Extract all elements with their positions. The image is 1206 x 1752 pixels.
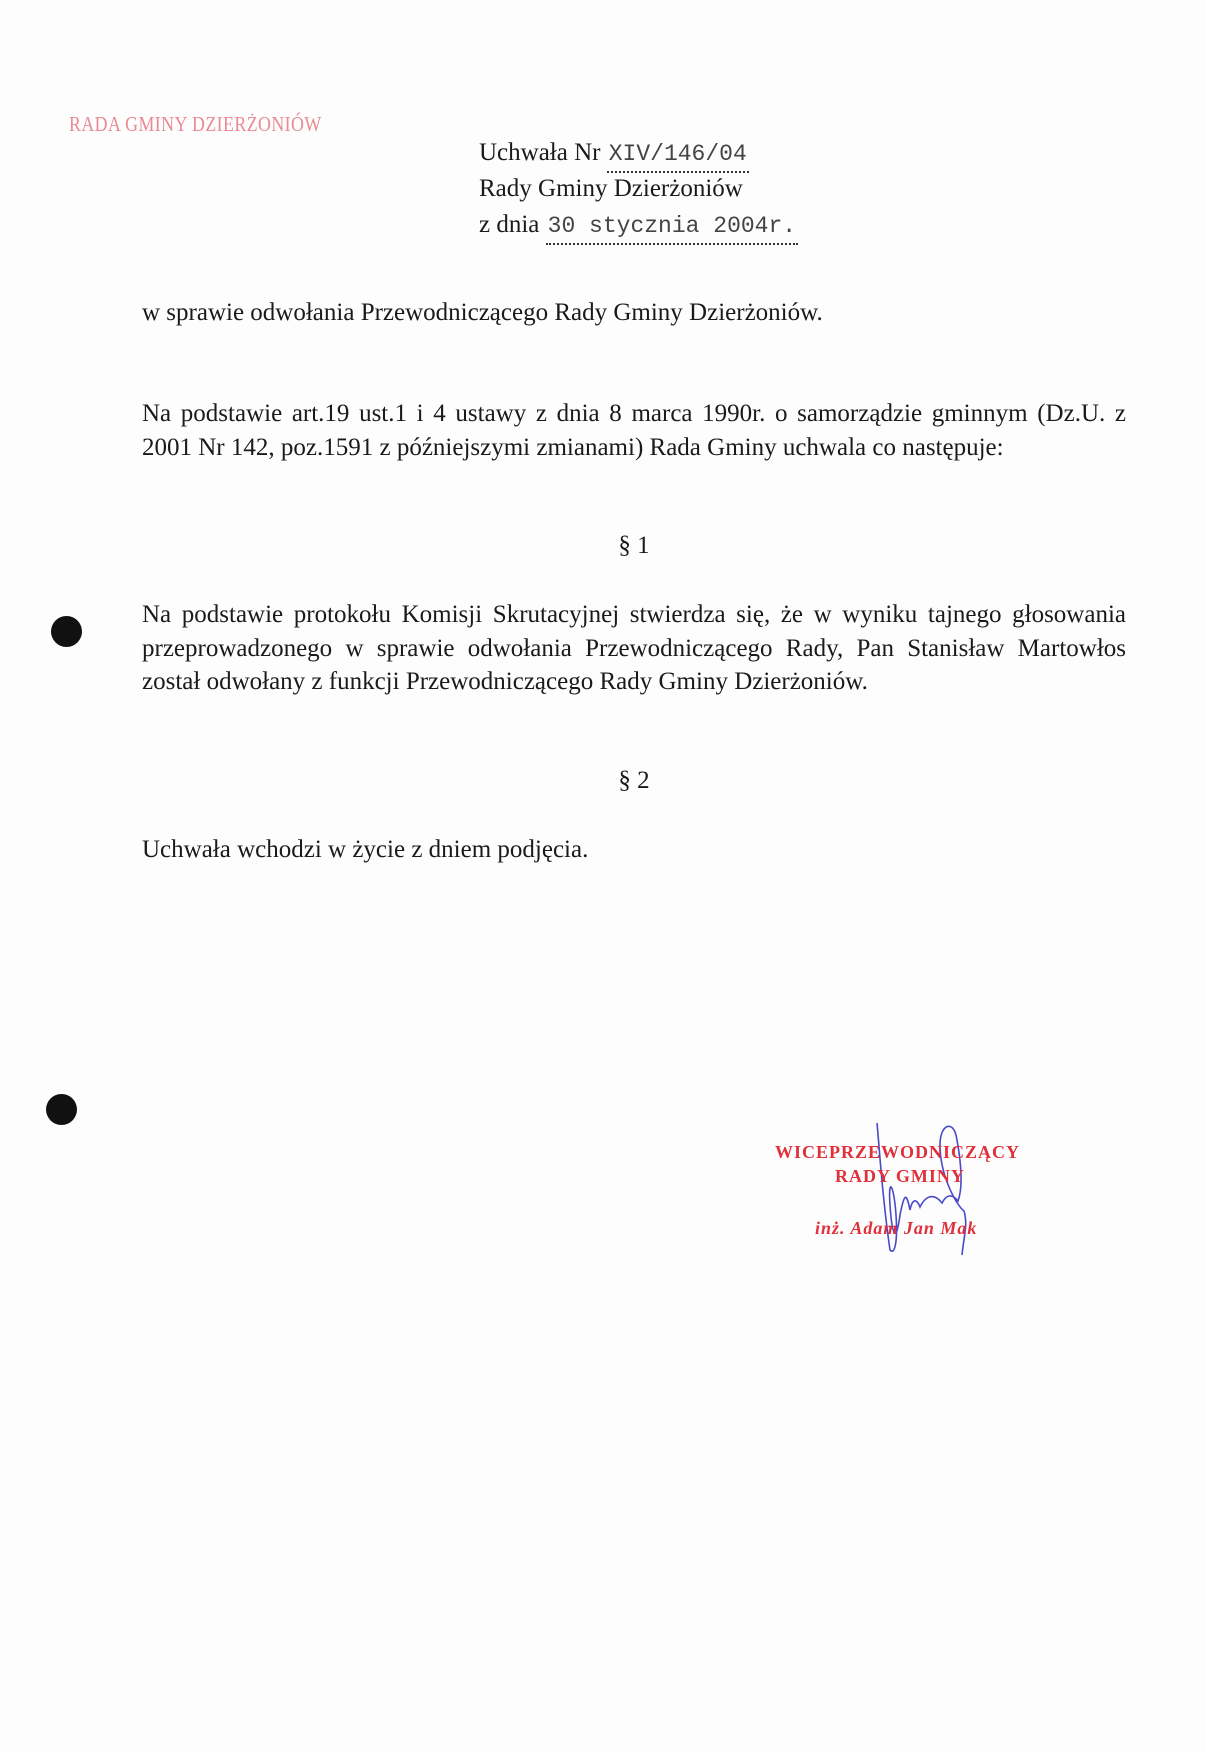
resolution-number: XIV/146/04 <box>608 141 747 167</box>
letterhead: RADA GMINY DZIERŻONIÓW <box>69 112 322 136</box>
date-value: 30 stycznia 2004r. <box>547 213 797 239</box>
punch-hole <box>46 1094 77 1125</box>
resolution-number-line <box>479 136 749 173</box>
stamp-name: inż. Adam Jan Mak <box>815 1218 978 1238</box>
section-2-text: Uchwała wchodzi w życie z dniem podjęcia. <box>142 836 589 863</box>
date-line <box>479 208 798 245</box>
section-1-mark: § 1 <box>618 532 650 559</box>
council-name: Rady Gminy Dzierżoniów <box>479 175 743 202</box>
dotted-line <box>607 136 749 173</box>
section-1-text: Na podstawie protokołu Komisji Skrutacyjnej stwierdza się, że w wyniku tajnego głosowania przeprowadzonego w sprawie odwołania Przewodniczącego Rady, Pan Stanisław Martowłos został odwołany z funkcji Przewodniczącego Rady Gminy Dzierżoniów. <box>142 601 1126 695</box>
stamp-council: RADY GMINY <box>835 1166 965 1186</box>
date-label: z dnia <box>479 211 540 238</box>
section-2-mark: § 2 <box>618 767 650 794</box>
resolution-label: Uchwała Nr <box>479 139 601 166</box>
stamp-title: WICEPRZEWODNICZĄCY <box>775 1142 1021 1162</box>
punch-hole <box>51 616 82 647</box>
preamble: Na podstawie art.19 ust.1 i 4 ustawy z dnia 8 marca 1990r. o samorządzie gminnym (Dz.U. z 2001 Nr 142, poz.1591 z późniejszymi zmianami) Rada Gminy uchwala co następuje: <box>142 400 1126 461</box>
dotted-line <box>546 208 798 245</box>
subject: w sprawie odwołania Przewodniczącego Rady Gminy Dzierżoniów. <box>142 299 823 326</box>
